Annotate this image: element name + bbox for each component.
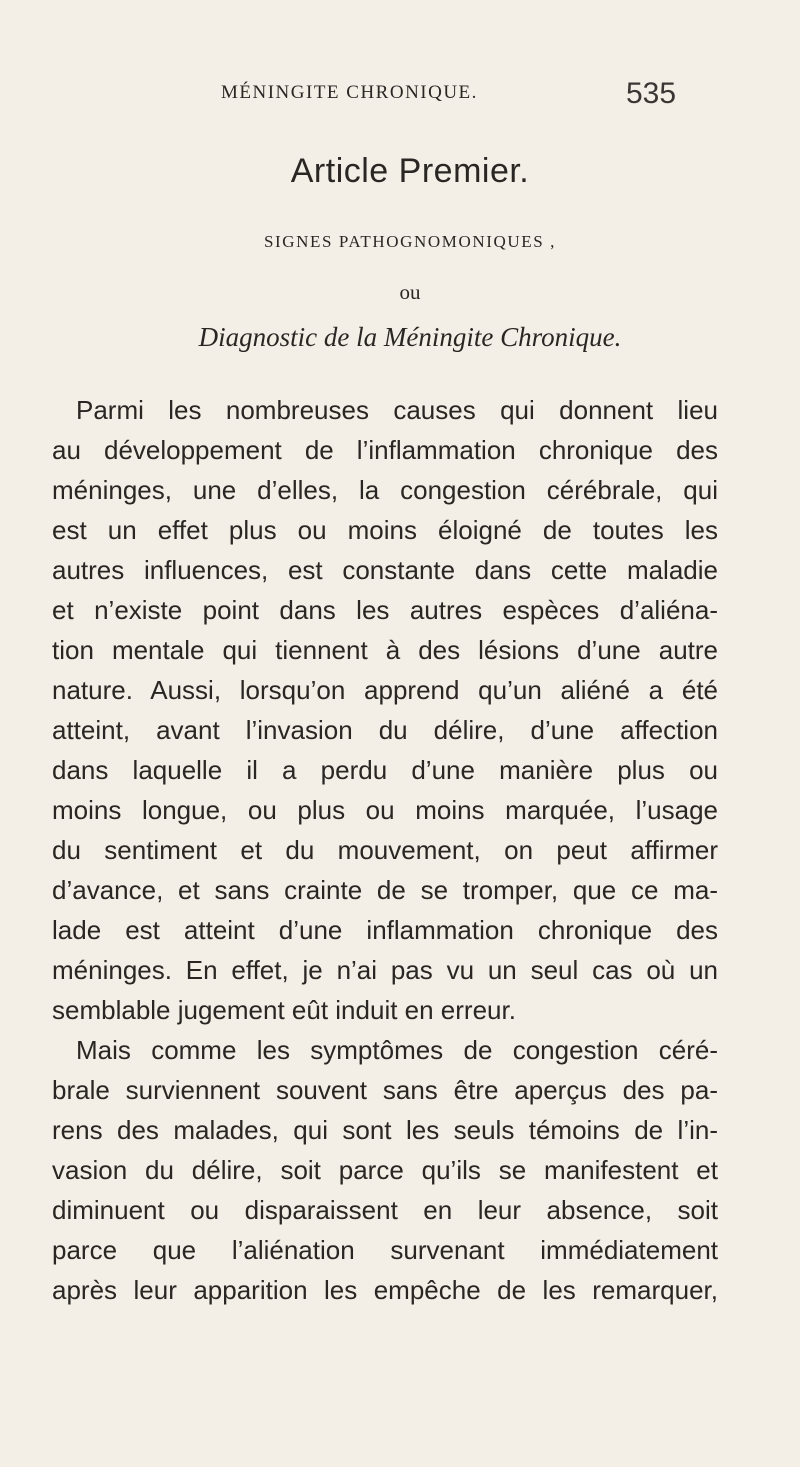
page-number: 535 [626, 77, 677, 110]
text-line: après leur apparition les empêche de les remarquer, [52, 1275, 718, 1305]
text-line: d’avance, et sans crainte de se tromper, que ce ma- [52, 875, 718, 905]
text-line: méninges. En effet, je n’ai pas vu un seul cas où un [52, 955, 718, 985]
text-line: semblable jugement eût induit en erreur. [52, 995, 516, 1025]
article-title: Article Premier. [290, 152, 530, 190]
heading-conjunction: ou [399, 280, 421, 304]
text-line: Mais comme les symptômes de congestion céré- [76, 1035, 718, 1065]
text-line: diminuent ou disparaissent en leur absence, soit [52, 1195, 718, 1225]
text-line: dans laquelle il a perdu d’une manière plus ou [52, 755, 718, 785]
text-line: du sentiment et du mouvement, on peut affirmer [52, 835, 718, 865]
text-line: autres influences, est constante dans cette maladie [52, 555, 718, 585]
paragraph-1 [52, 390, 718, 1030]
running-title: MÉNINGITE CHRONIQUE. [221, 82, 478, 103]
text-line: brale surviennent souvent sans être aperçus des pa- [52, 1075, 718, 1105]
text-line: parce que l’aliénation survenant immédiatement [52, 1235, 718, 1265]
article-subtitle: Diagnostic de la Méningite Chronique. [198, 322, 622, 352]
text-line: et n’existe point dans les autres espèces d’aliéna- [52, 595, 718, 625]
text-line: rens des malades, qui sont les seuls témoins de l’in- [52, 1115, 718, 1145]
text-line: tion mentale qui tiennent à des lésions d’une autre [52, 635, 718, 665]
text-line: méninges, une d’elles, la congestion cérébrale, qui [52, 475, 718, 505]
text-line: vasion du délire, soit parce qu’ils se manifestent et [52, 1155, 718, 1185]
body-text [52, 390, 718, 1310]
text-line: Parmi les nombreuses causes qui donnent lieu [76, 395, 718, 425]
text-line: atteint, avant l’invasion du délire, d’une affection [52, 715, 718, 745]
text-line: au développement de l’inflammation chronique des [52, 435, 718, 465]
running-head [0, 77, 800, 116]
text-line: nature. Aussi, lorsqu’on apprend qu’un aliéné a été [52, 675, 718, 705]
text-line: moins longue, ou plus ou moins marquée, l’usage [52, 795, 718, 825]
text-line: est un effet plus ou moins éloigné de toutes les [52, 515, 718, 545]
paragraph-2 [52, 1030, 718, 1310]
section-heading: SIGNES PATHOGNOMONIQUES , [263, 232, 557, 251]
text-line: lade est atteint d’une inflammation chronique des [52, 915, 718, 945]
